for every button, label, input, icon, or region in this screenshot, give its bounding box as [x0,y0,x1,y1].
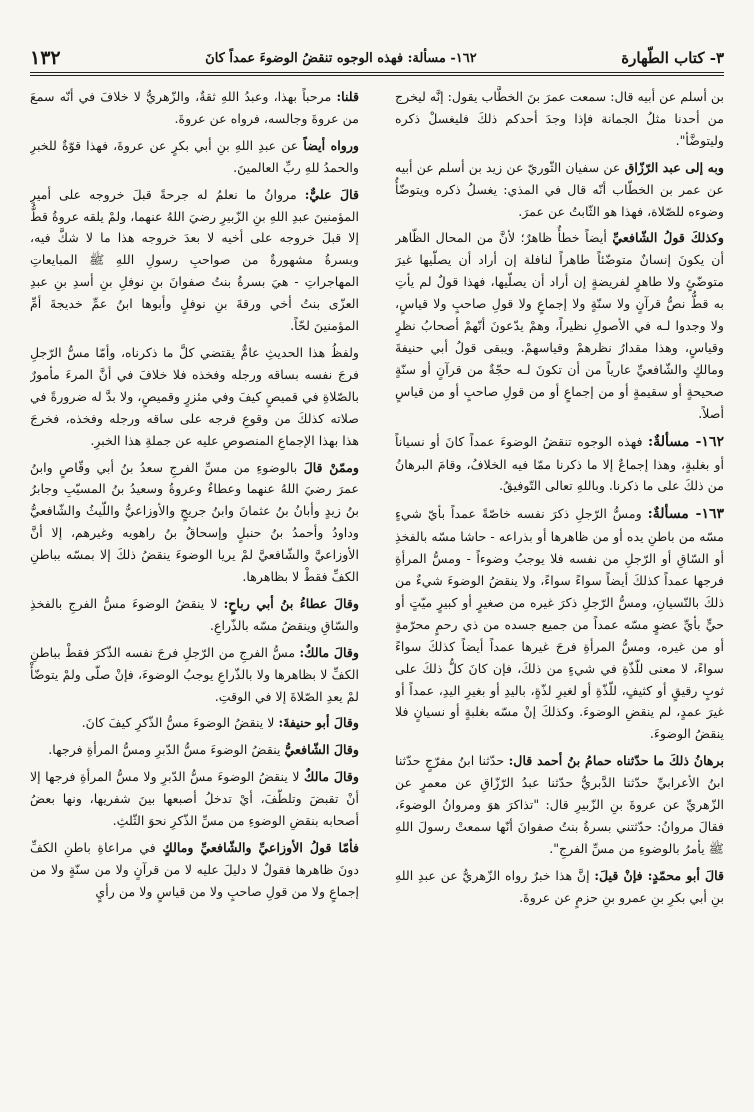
paragraph-text: مروانُ ما نعلمُ له جرحةً قبلَ خروجه على أميرِ المؤمنينَ عبدِ اللهِ بنِ الزّبيرِ رضيَ اللهُ عنهما، ولمْ يلقه عروةُ قطُّ إلا قبلَ خروجه على أخيه لا بعدَ خروجه هذا ما لا شكَّ فيه، وبسرةُ مشهورةٌ من صواحبِ رسولِ اللهِ ﷺ المبايعاتِ المهاجراتِ - هيَ بسرةُ بنتُ صفوانَ بنِ نوفلِ بنِ أسدِ بنِ عبدِ العزّى بنتُ أخي ورقةَ بنِ نوفلٍ وأبوها ابنُ عمِّ خديجةَ أمِّ المؤمنينَ لحّاً. [30,186,359,334]
paragraph [395,865,724,909]
paragraph [30,342,359,452]
paragraph-text: فهذه الوجوه تنقضُ الوضوءَ عمداً كانَ أو نسياناً أو بغلبةٍ، وهذا إجماعٌ إلا ما ذكرنا ممّا فيه الخلافُ، وقامَ البرهانُ من ذلكَ على ما ذكرنا. وباللهِ تعالى التّوفيقُ. [395,433,724,494]
paragraph [30,837,359,903]
paragraph-lead: ورواه أيضاً [303,137,359,153]
paragraph-lead: قالَ عليٌّ: [304,186,359,202]
paragraph-text: أيضاً خطأٌ ظاهرٌ؛ لأنَّ من المحال الظّاهر أن يكونَ إنسانٌ متوضّئاً طاهراً لنافلة إن أراد أن يصلّيها غيرَ متوضّئٍ ولا طاهرٍ لفريضةٍ إن أراد أن يصلّيها، فهذا قولٌ لم يأتِ به قطُّ نصُّ قرآنٍ ولا سنّةٍ ولا إجماعٍ ولا قولِ صاحبٍ ولا قياسٍ، ولا وجدوا لـه في الأصولِ نظيراً، وهمْ يدّعونَ أنّهمْ أصحابُ نظرٍ وقياسٍ، وهذا مقدارُ نظرهمْ وقياسهمْ. ويبقى قولُ أبي حنيفةَ ومالكٍ والشّافعيِّ عارياً من أن تكونَ لـه حجّةٌ من قرآنٍ أو سنّةٍ صحيحةٍ أو سقيمةٍ أو من إجماعٍ أو من قولِ صاحبٍ أو من قياسٍ أصلاً. [395,230,724,421]
paragraph-text: حدّثنا ابنُ مفرّجٍ حدّثنا ابنُ الأعرابيِّ حدّثنا الدَّبريُّ حدّثنا عبدُ الرّزّاقِ عن معمرٍ عن الزّهريِّ عن عروةَ بنِ الزّبيرِ قال: "تذاكرَ هوَ ومروانُ الوضوءَ، فقالَ مروانُ: حدّثتني بسرةُ بنتُ صفوانَ أنّها سمعتْ رسولَ اللهِ ﷺ يأمرُ بالوضوءِ من مسِّ الفرجِ". [395,753,724,856]
paragraph [395,86,724,152]
paragraph-text: ولفظُ هذا الحديثِ عامٌّ يقتضي كلَّ ما ذكرناه، وأمّا مسُّ الرّجلِ فرجَ نفسه بساقه ورجله وفخذه فلا خلافَ في أنَّ المرءَ مأمورٌ بالصّلاةِ في قميصٍ كيفَ وفي مئزرٍ وقميصٍ، ولا بدَّ له ضرورةً في صلاته كذلكَ من وقوعِ فرجه على ساقه ورجله وفخذه، فخرجَ هذا بهذا الإجماعِ المنصوصِ عليه عن جملةِ هذا الخبرِ. [30,344,359,448]
header-rule-thin [30,75,724,76]
chapter-title: ٣- كتاب الطّهارة [621,49,724,67]
paragraph-text: إنَّ هذا خبرٌ رواه الزّهريُّ عن عبدِ اللهِ بنِ أبي بكرِ بنِ عمرو بنِ حزمٍ عن عروةَ. [395,867,724,905]
issue-title: ١٦٢- مسألة: فهذه الوجوه تنقضُ الوضوءَ عمداً كانَ [205,50,477,66]
paragraph-text: ينقضُ الوضوءَ مسُّ الدّبرِ ومسُّ المرأةِ فرجها. [48,742,281,758]
paragraph-lead: وممّنْ قالَ [303,459,359,475]
paragraph-lead: وقالَ مالكٌ [304,769,359,785]
paragraph-lead: قالَ أبو محمّدٍ: فإنْ قيلَ: [594,867,724,883]
paragraph-lead: وكذلكَ قولُ الشّافعيِّ [612,230,724,246]
paragraph [395,431,724,498]
page-number: ١٣٢ [30,47,61,69]
paragraph [30,642,359,708]
paragraph-lead: وقالَ مالكٌ: [299,644,359,660]
paragraph-text: مرحباً بهذا، وعبدُ اللهِ ثقةٌ، والزّهريُّ لا خلافَ في أنّه سمعَ من عروةَ وجالسه، فرواه عن عروةَ. [30,89,359,126]
paragraph [30,712,359,734]
paragraph-lead: فأمّا قولُ الأوزاعيِّ والشّافعيِّ ومالكٍ [162,840,359,855]
paragraph-lead: وقالَ الشّافعيُّ [284,742,359,758]
paragraph [30,86,359,130]
paragraph-text: مسُّ الفرجِ من الرّجلِ فرجَ نفسه الذّكرَ فقطْ بباطنِ الكفِّ لا بظاهرها ولا بالذّراعِ يوجبُ الوضوءَ، فإنْ صلّى ولمْ يتوضّأْ لمْ يعدِ الصّلاةَ إلا في الوقتِ. [30,644,359,704]
paragraph-text: لا ينقضُ الوضوءَ مسُّ الفرجِ بالفخذِ والسّاقِ وينقضُ مسّه بالذّراعِ. [30,595,359,633]
paragraph-lead: وقالَ عطاءُ بنُ أبي رباحٍ: [223,595,359,611]
paragraph-text: بن أسلم عن أبيه قال: سمعت عمرَ بنَ الخطَّاب يقول: إنَّه ليخرج من أحدنا مثلُ الجمانة فإذا وجدَ أحدكم ذلكَ فليغسلْ ذكره وليتوضَّأ". [395,89,724,148]
paragraph [395,227,724,424]
paragraph-text: لا ينقضُ الوضوءَ مسُّ الذّكرِ كيفَ كانَ. [81,715,275,731]
paragraph [30,766,359,832]
paragraph-text: بالوضوءِ من مسِّ الفرجِ سعدُ بنُ أبي وقّاصٍ وابنُ عمرَ رضيَ اللهُ عنهما وعطاءٌ وعروةُ وسعيدُ بنُ المسيّبِ وجابرُ بنُ زيدٍ وأبانُ بنُ عثمانَ وابنُ جريجٍ والأوزاعيُّ واللّيثُ والشّافعيُّ وداودُ وأحمدُ بنُ حنبلٍ وإسحاقُ بنُ راهويه وغيرهم، إلا أنَّ الأوزاعيَّ والشّافعيَّ لمْ يريا الوضوءَ ينقضُ ذلكَ إلا بمسّه بباطنِ الكفِّ فقطْ لا بظاهرها. [30,459,359,585]
paragraph-lead: ١٦٣- مسألةٌ: [647,506,724,523]
paragraph [30,135,359,179]
paragraph-text: لا ينقضُ الوضوءَ مسُّ الدّبرِ ولا مسُّ المرأةِ فرجها إلا أنْ تقبضَ وتلطّفَ، أيْ تدخلُ أصبعها بينَ شفريها، ونها بعضُ أصحابه بنقضِ الوضوءِ من مسِّ الذّكرِ نحوَ الثّلثِ. [30,769,359,829]
paragraph-lead: برهانُ ذلكَ ما حدّثناه حمامُ بنُ أحمد قال: [508,753,724,769]
paragraph [395,157,724,223]
paragraph [30,593,359,637]
paragraph-text: عن سفيان الثّوريّ عن زيد بن أسلم عن أبيه عن عمر بن الخطّاب أنّه قال في المذي: يغسلُ ذكره ويتوضّأُ وضوءه للصّلاة، فهذا هو الثّابتُ عن عمرَ. [395,159,724,219]
right-column [395,86,724,1098]
paragraph-text: في مراعاةِ باطنِ الكفِّ دونَ ظاهرها فقولٌ لا دليلَ عليه لا من قرآنٍ ولا من سنّةٍ ولا من إجماعٍ ولا من قولِ صاحبٍ ولا من قياسٍ ولا من رأيٍ [30,840,359,899]
paragraph-text: ومسُّ الرّجلِ ذكرَ نفسه خاصّةً عمداً بأيّ شيءٍ مسّه من باطنِ يده أو من ظاهرها أو بذراعه - حاشا مسّه بالفخذِ أو السّاقِ أو الرّجلِ من نفسه فلا يوجبُ وضوءاً - ومسُّ المرأةِ فرجها عمداً كذلكَ أيضاً سواءً سواءً، ولا ينقضُ الوضوءَ شيءٌ من ذلكَ بالنّسيانِ، ومسُّ الرّجلِ ذكرَ غيره من صغيرٍ أو كبيرٍ ميّتٍ أو حيٍّ بأيِّ عضوٍ مسّه عمداً من جميع جسده من ذي رحمٍ محرّمةٍ أو من غيره، ومسُّ المرأةِ فرجَ غيرها عمداً أيضاً كذلكَ سواءً سواءً، لا معنى للّذّةِ في شيءٍ من ذلكَ، فإن كانَ كلُّ ذلكَ على ثوبٍ رقيقٍ أو كثيفٍ، للّذّةِ أو لغيرِ لذّةٍ، باليدِ أو بغيرِ اليدِ، عمداً أو غيرَ عمدٍ، لم ينقضِ الوضوءَ. وكذلكَ إنْ مسّه بغلبةٍ أو نسيانٍ فلا ينقضُ الوضوءَ. [395,506,724,742]
paragraph [30,739,359,761]
left-column [30,86,359,1098]
paragraph-lead: وبه إلى عبد الرّزّاق [624,159,724,175]
paragraph [395,503,724,745]
header-rule [30,72,724,73]
paragraph-lead: وقالَ أبو حنيفةَ: [278,715,359,731]
running-header [30,46,724,70]
paragraph-lead: ١٦٢- مسألةٌ: [648,433,724,450]
paragraph-text: عن عبدِ اللهِ بنِ أبي بكرٍ عن عروةَ، فهذا قوّةٌ للخبرِ والحمدُ للهِ ربِّ العالمينَ. [30,137,359,175]
paragraph [30,457,359,588]
paragraph [30,184,359,337]
paragraph [395,750,724,860]
paragraph-lead: قلنا: [336,89,359,104]
